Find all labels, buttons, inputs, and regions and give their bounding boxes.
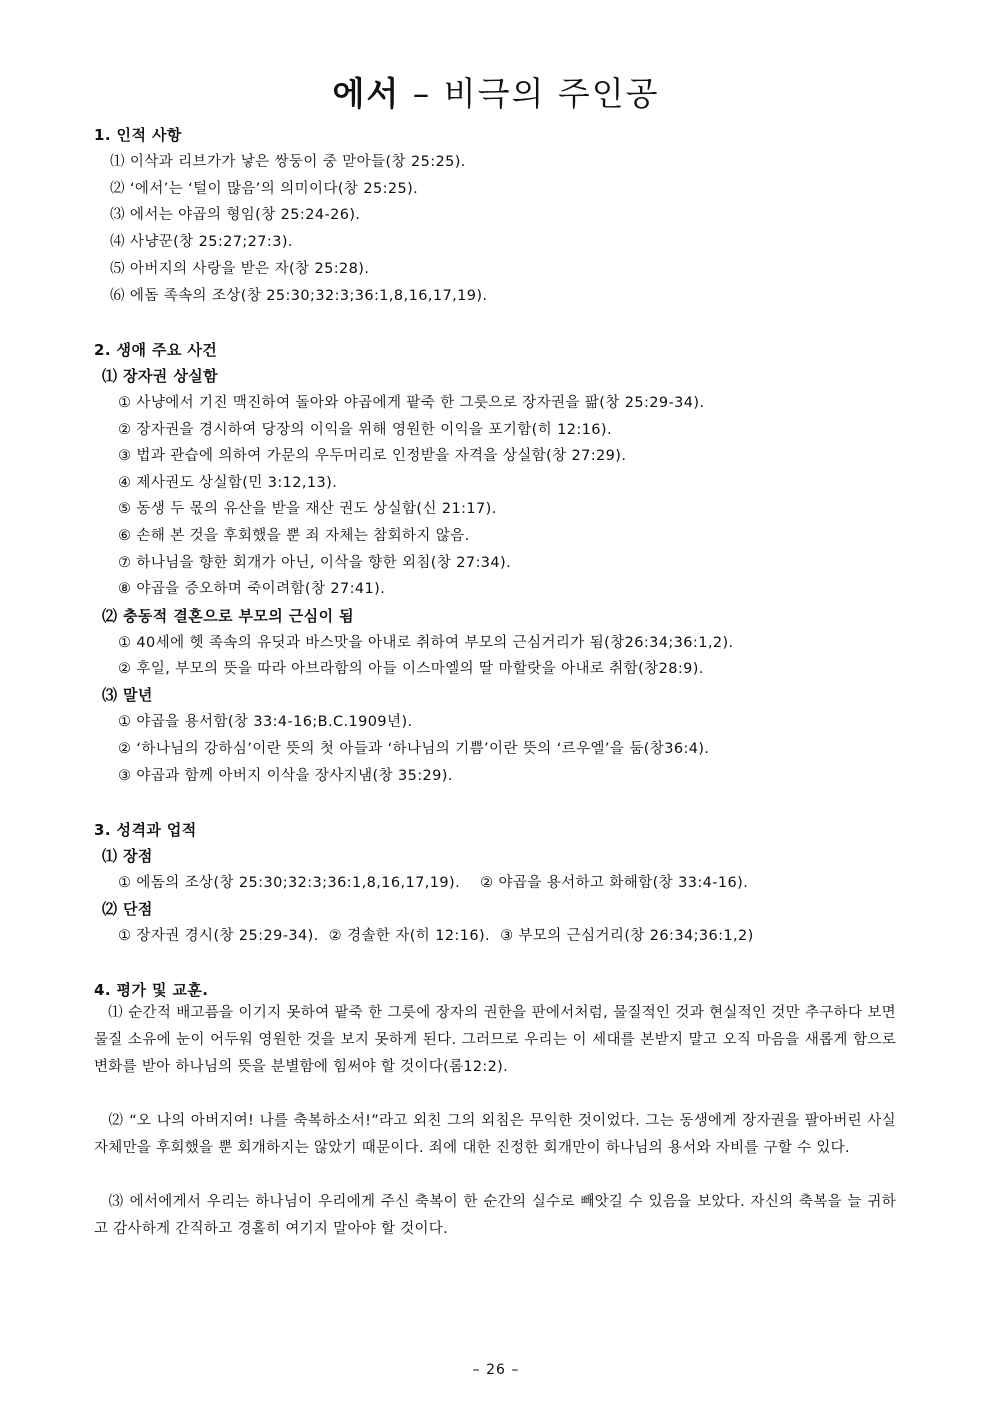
section-2-sub-1-item: ⑥ 손해 본 것을 후회했을 뿐 죄 자체는 참회하지 않음. xyxy=(118,528,470,544)
section-2-sub-3-heading: ⑶ 말년 xyxy=(102,686,153,704)
section-3-heading: 3. 성격과 업적 xyxy=(94,821,197,839)
page-number: – 26 – xyxy=(472,1362,520,1378)
section-4-paragraph-3 xyxy=(94,1189,896,1243)
paragraph-text: ⑵ “오 나의 아버지여! 나를 축복하소서!”라고 외친 그의 외침은 무익한 것이었다. 그는 동생에게 장자권을 팔아버린 사실 자체만을 후회했을 뿐 회개하지는 않았기 때문이다. 죄에 대한 진정한 회개만이 하나님의 용서와 자비를 구할 수 있다. xyxy=(94,1113,896,1156)
section-4-heading: 4. 평가 및 교훈. xyxy=(94,981,209,999)
section-2-heading: 2. 생애 주요 사건 xyxy=(94,341,218,359)
title-sub: 비극의 주인공 xyxy=(443,74,660,113)
section-2-sub-1-heading: ⑴ 장자권 상실함 xyxy=(102,367,218,385)
section-2-sub-1-item: ② 장자권을 경시하여 당장의 이익을 위해 영원한 이익을 포기함(히 12:16). xyxy=(118,422,612,438)
section-2-sub-1-item: ④ 제사권도 상실함(민 3:12,13). xyxy=(118,475,338,491)
section-1-heading: 1. 인적 사항 xyxy=(94,126,182,144)
section-1-item: ⑹ 에돔 족속의 조상(창 25:30;32:3;36:1,8,16,17,19). xyxy=(110,288,488,304)
section-4-paragraph-2 xyxy=(94,1108,896,1162)
section-3-weaknesses-line: ① 장자권 경시(창 25:29-34). ② 경솔한 자(히 12:16). ③ 부모의 근심거리(창 26:34;36:1,2) xyxy=(118,928,754,944)
section-2-sub-1-item: ⑦ 하나님을 향한 회개가 아닌, 이삭을 향한 외침(창 27:34). xyxy=(118,555,512,571)
section-2-sub-2-item: ① 40세에 헷 족속의 유딧과 바스맛을 아내로 취하여 부모의 근심거리가 됨(창26:34;36:1,2). xyxy=(118,635,734,651)
section-3-sub-2-heading: ⑵ 단점 xyxy=(102,900,153,918)
section-1-item: ⑶ 에서는 야곱의 형임(창 25:24-26). xyxy=(110,207,361,223)
section-1-item: ⑴ 이삭과 리브가가 낳은 쌍둥이 중 맏아들(창 25:25). xyxy=(110,154,466,170)
section-1-item: ⑸ 아버지의 사랑을 받은 자(창 25:28). xyxy=(110,261,370,277)
section-4-paragraph-1 xyxy=(94,1000,896,1081)
section-2-sub-1-item: ③ 법과 관습에 의하여 가문의 우두머리로 인정받을 자격을 상실함(창 27:29). xyxy=(118,448,627,464)
section-2-sub-2-heading: ⑵ 충동적 결혼으로 부모의 근심이 됨 xyxy=(102,607,354,625)
section-2-sub-2-item: ② 후일, 부모의 뜻을 따라 아브라함의 아들 이스마엘의 딸 마할랏을 아내로 취함(창28:9). xyxy=(118,661,704,677)
title-dash: – xyxy=(400,74,444,113)
section-3-sub-1-heading: ⑴ 장점 xyxy=(102,847,153,865)
section-2-sub-1-item: ⑧ 야곱을 증오하며 죽이려함(창 27:41). xyxy=(118,581,386,597)
section-2-sub-3-item: ③ 야곱과 함께 아버지 이삭을 장사지냄(창 35:29). xyxy=(118,768,453,784)
section-2-sub-1-item: ⑤ 동생 두 몫의 유산을 받을 재산 권도 상실함(신 21:17). xyxy=(118,501,497,517)
page-title xyxy=(0,68,992,115)
section-1-item: ⑷ 사냥꾼(창 25:27;27:3). xyxy=(110,234,293,250)
section-1-item: ⑵ ‘에서’는 ‘털이 많음’의 의미이다(창 25:25). xyxy=(110,181,419,197)
section-2-sub-3-item: ② ‘하나님의 강하심’이란 뜻의 첫 아들과 ‘하나님의 기쁨’이란 뜻의 ‘르우엘’을 둠(창36:4). xyxy=(118,741,710,757)
section-2-sub-1-item: ① 사냥에서 기진 맥진하여 돌아와 야곱에게 팥죽 한 그릇으로 장자권을 팖(창 25:29-34). xyxy=(118,395,705,411)
paragraph-text: ⑴ 순간적 배고픔을 이기지 못하여 팥죽 한 그릇에 장자의 권한을 판에서처럼, 물질적인 것과 현실적인 것만 추구하다 보면 물질 소유에 눈이 어두워 영원한 것을 보지 못하게 된다. 그러므로 우리는 이 세대를 본받지 말고 오직 마음을 새롭게 함으로 변화를 받아 하나님의 뜻을 분별함에 힘써야 할 것이다(롬12:2). xyxy=(94,1005,896,1075)
title-main: 에서 xyxy=(332,74,401,113)
paragraph-text: ⑶ 에서에게서 우리는 하나님이 우리에게 주신 축복이 한 순간의 실수로 빼앗길 수 있음을 보았다. 자신의 축복을 늘 귀하고 감사하게 간직하고 경홀히 여기지 말아야 할 것이다. xyxy=(94,1194,896,1237)
section-3-strengths-line: ① 에돔의 조상(창 25:30;32:3;36:1,8,16,17,19). ② 야곱을 용서하고 화해함(창 33:4-16). xyxy=(118,875,749,891)
section-2-sub-3-item: ① 야곱을 용서함(창 33:4-16;B.C.1909년). xyxy=(118,714,413,730)
